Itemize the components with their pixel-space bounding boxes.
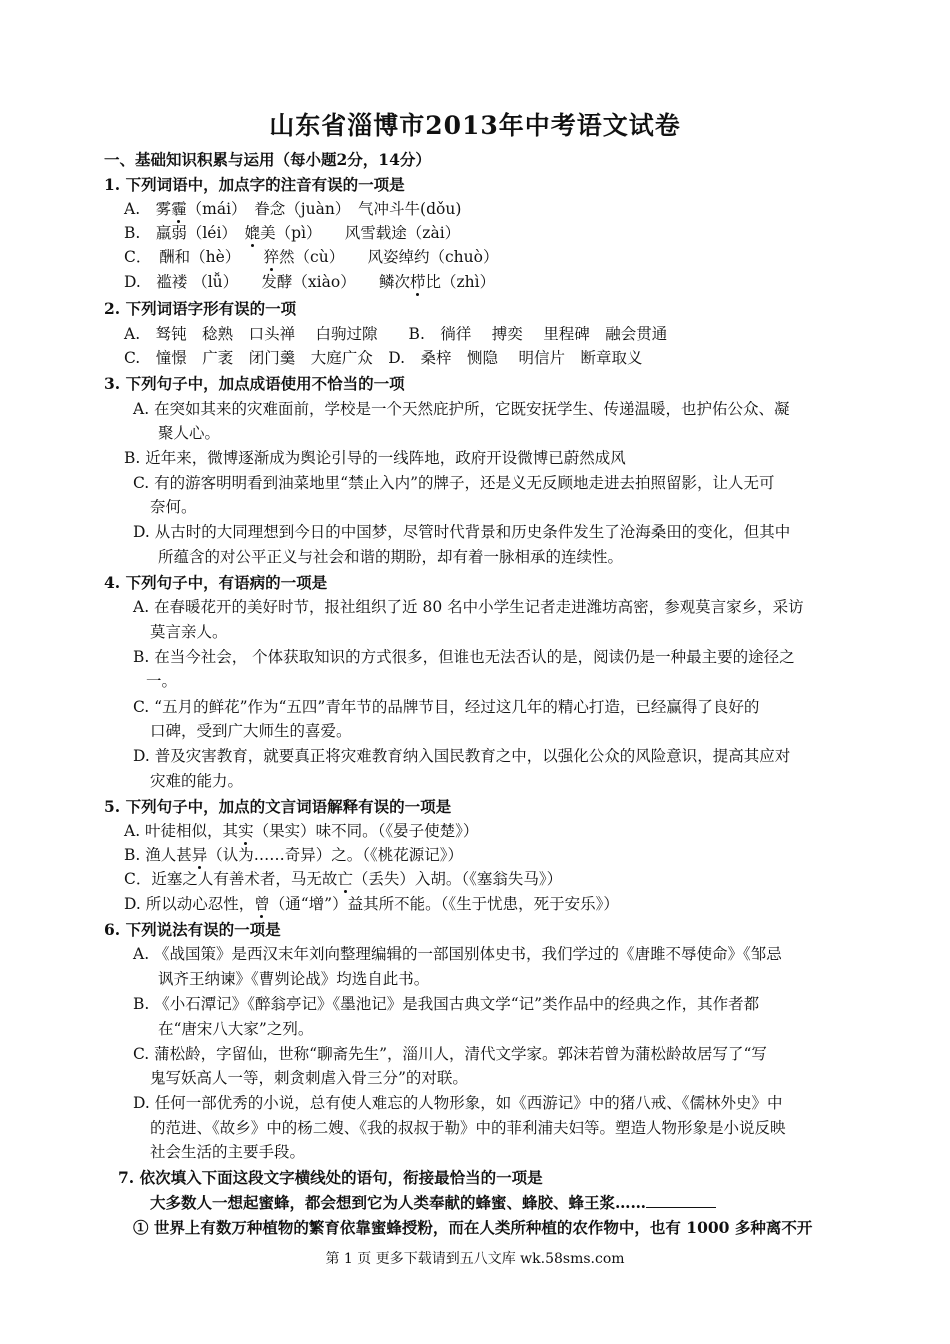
question-6-option-d-cont: 的范进、《故乡》中的杨二嫂、《我的叔叔于勒》中的菲利浦夫妇等。塑造人物形象是小说反映 bbox=[150, 1119, 786, 1137]
question-6-option-a: A. 《战国策》是西汉末年刘向整理编辑的一部国别体史书，我们学过的《唐雎不辱使命》《邹忌 bbox=[133, 945, 782, 963]
dotted-char: 异 bbox=[191, 846, 208, 864]
question-6-option-c-cont: 鬼写妖高人一等，刺贪刺虐入骨三分”的对联。 bbox=[150, 1069, 468, 1087]
fill-blank bbox=[646, 1193, 716, 1208]
question-3-option-a: A. 在突如其来的灾难面前，学校是一个天然庇护所，它既安抚学生、传递温暖，也护佑公众、凝 bbox=[133, 400, 790, 418]
question-4-option-a-cont: 莫言亲人。 bbox=[150, 623, 228, 641]
question-1-option-c: C． 酬和（hè） 猝然（cù） 风姿绰约（chuò） bbox=[124, 248, 499, 266]
question-7-intro: 大多数人一想起蜜蜂，都会想到它为人类奉献的蜂蜜、蜂胶、蜂王浆…… bbox=[150, 1191, 716, 1215]
question-1-option-a: A. 雾霾（mái） 眷念（juàn） 气冲斗牛(dǒu) bbox=[124, 200, 462, 218]
question-2-options-cd: C. 憧憬 广袤 闭门羹 大庭广众 D. 桑梓 恻隐 明信片 断章取义 bbox=[124, 349, 643, 367]
page-title: 山东省淄博市2013年中考语文试卷 bbox=[269, 111, 681, 140]
question-6-option-b: B. 《小石潭记》《醉翁亭记》《墨池记》是我国古典文学“记”类作品中的经典之作，其作者都 bbox=[133, 995, 760, 1013]
question-4-option-c: C. “五月的鲜花”作为“五四”青年节的品牌节目，经过这几年的精心打造，已经赢得了良好的 bbox=[133, 698, 760, 716]
question-4-option-c-cont: 口碑，受到广大师生的喜爱。 bbox=[150, 722, 352, 740]
question-1-stem: 1. 下列词语中，加点字的注音有误的一项是 bbox=[104, 175, 405, 194]
question-3-option-a-cont: 聚人心。 bbox=[158, 424, 221, 442]
question-6-option-a-cont: 讽齐王纳谏》《曹刿论战》均选自此书。 bbox=[158, 970, 430, 988]
question-5-stem: 5. 下列句子中，加点的文言词语解释有误的一项是 bbox=[104, 797, 452, 816]
question-1-option-d: D. 褴褛 （lǚ） 发酵（xiào） 鳞次栉比（zhì） bbox=[124, 273, 496, 291]
question-7-stem: 7. 依次填入下面这段文字横线处的语句，衔接最恰当的一项是 bbox=[118, 1168, 543, 1187]
section-heading: 一、基础知识积累与运用（每小题2分，14分） bbox=[104, 150, 431, 169]
question-4-stem: 4. 下列句子中，有语病的一项是 bbox=[104, 573, 328, 592]
question-5-option-a: A. 叶徒相似，其实（果实）味不同。（《晏子使楚》） bbox=[124, 822, 479, 840]
question-4-option-b-cont: 一。 bbox=[146, 672, 178, 690]
question-5-option-b: B. 渔人甚异（认为……奇异）之。（《桃花源记》） bbox=[124, 846, 464, 864]
dotted-char: 栉 bbox=[409, 273, 426, 291]
question-3-option-c: C. 有的游客明明看到油菜地里“禁止入内”的牌子，还是义无反顾地走进去拍照留影，让人无可 bbox=[133, 474, 775, 492]
question-5-option-d: D. 所以动心忍性，曾（通“增”）益其所不能。（《生于忧患，死于安乐》） bbox=[124, 895, 619, 913]
question-3-option-d-cont: 所蕴含的对公平正义与社会和谐的期盼，却有着一脉相承的连续性。 bbox=[158, 548, 624, 566]
question-2-options-ab: A. 驽钝 稔熟 口头禅 白驹过隙 B. 徜徉 搏奕 里程碑 融会贯通 bbox=[124, 325, 668, 343]
dotted-char: 霾 bbox=[171, 200, 187, 218]
question-6-option-b-cont: 在“唐宋八大家”之列。 bbox=[158, 1020, 314, 1038]
dotted-char: 亡 bbox=[337, 870, 353, 888]
question-6-stem: 6. 下列说法有误的一项是 bbox=[104, 920, 281, 939]
question-3-option-d: D. 从古时的大同理想到今日的中国梦，尽管时代背景和历史条件发生了沧海桑田的变化，但其中 bbox=[133, 523, 791, 541]
dotted-char: 曾 bbox=[254, 895, 270, 913]
question-4-option-b: B. 在当今社会， 个体获取知识的方式很多，但谁也无法否认的是，阅读仍是一种最主要的途径之 bbox=[133, 648, 795, 666]
question-6-option-d: D. 任何一部优秀的小说，总有使人难忘的人物形象，如《西游记》中的猪八戒、《儒林外史》中 bbox=[133, 1094, 783, 1112]
question-6-option-c: C. 蒲松龄，字留仙，世称“聊斋先生”，淄川人，清代文学家。郭沫若曾为蒲松龄故居写了“写 bbox=[133, 1045, 767, 1063]
dotted-char: 实 bbox=[238, 822, 254, 840]
question-4-option-d: D. 普及灾害教育，就要真正将灾难教育纳入国民教育之中，以强化公众的风险意识，提高其应对 bbox=[133, 747, 791, 765]
dotted-char: 媲 bbox=[244, 224, 261, 242]
question-3-stem: 3. 下列句子中，加点成语使用不恰当的一项 bbox=[104, 374, 405, 393]
question-1-option-b: B. 羸弱（léi） 媲美（pì） 风雪载途（zài） bbox=[124, 224, 461, 242]
question-4-option-d-cont: 灾难的能力。 bbox=[150, 772, 244, 790]
question-4-option-a: A. 在春暖花开的美好时节，报社组织了近 80 名中小学生记者走进潍坊高密，参观莫言家乡，采访 bbox=[133, 598, 804, 616]
dotted-char: 猝 bbox=[263, 248, 280, 266]
question-5-option-c: C．近塞之人有善术者，马无故亡（丢失）入胡。（《塞翁失马》） bbox=[124, 870, 563, 888]
question-6-option-d-cont2: 社会生活的主要手段。 bbox=[150, 1143, 306, 1161]
question-2-stem: 2. 下列词语字形有误的一项 bbox=[104, 299, 297, 318]
question-3-option-c-cont: 奈何。 bbox=[150, 498, 197, 516]
page-footer: 第 1 页 更多下载请到五八文库 wk.58sms.com bbox=[325, 1251, 625, 1267]
question-3-option-b: B. 近年来，微博逐渐成为舆论引导的一线阵地，政府开设微博已蔚然成风 bbox=[124, 449, 626, 467]
question-7-item-1: ① 世界上有数万种植物的繁育依靠蜜蜂授粉，而在人类所种植的农作物中，也有 1000 多种离不开 bbox=[133, 1218, 813, 1237]
